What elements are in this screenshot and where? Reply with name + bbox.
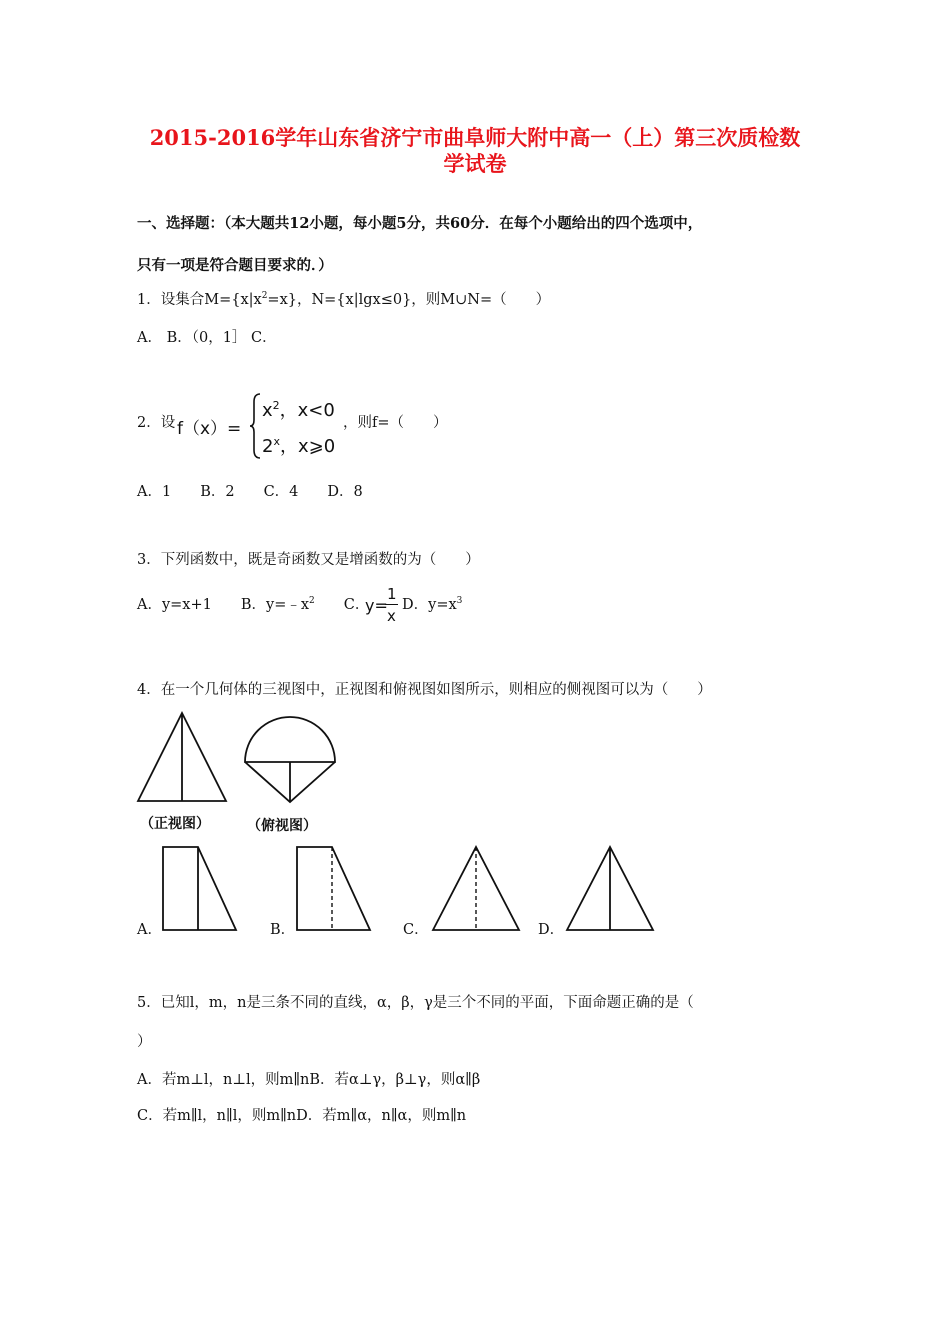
option-c-figure	[430, 844, 522, 932]
top-view-caption: （俯视图）	[247, 818, 317, 834]
q2-case1-base: x	[262, 400, 273, 421]
question-1-stem	[137, 288, 550, 309]
q2-case1-sup: 2	[272, 399, 280, 412]
q2-case2-cond: ，x⩾0	[279, 436, 336, 457]
q3-options-ab	[137, 593, 369, 614]
q4-option-a-label: A．	[137, 922, 162, 938]
question-5-stem-line2: ）	[137, 1034, 152, 1050]
paper-title-line2: 学试卷	[443, 151, 507, 176]
q3-option-d	[402, 593, 462, 614]
question-3-stem: 3．下列函数中，既是奇函数又是增函数的为（ ）	[137, 552, 480, 568]
q2-case2-sup: x	[273, 435, 280, 448]
q2-stem-suffix: ，则f=（ ）	[343, 415, 448, 431]
q1-stem-a: 1．设集合M={x|x	[137, 292, 262, 308]
q3-opt-d-sup: 3	[456, 596, 463, 607]
q2-function-label: f（x）=	[177, 419, 242, 439]
top-view-figure	[241, 710, 339, 806]
q2-case2-base: 2	[262, 436, 274, 457]
q1-stem-sup: 2	[261, 291, 268, 302]
option-d-figure	[564, 844, 656, 932]
q3-opt-a: A．y=x+1 B．y=﹣x	[137, 597, 310, 613]
question-5-options-cd: C．若m∥l，n∥l，则m∥nD．若m∥α，n∥α，则m∥n	[137, 1108, 467, 1124]
q3-fraction-numerator: 1	[387, 585, 397, 603]
q3-opt-d: D．y=x	[402, 597, 457, 613]
q4-option-c-label: C．	[403, 922, 429, 938]
question-2-options: A．1 B．2 C．4 D．8	[137, 484, 363, 500]
q3-fraction-lhs: y=	[365, 596, 388, 615]
option-b-figure	[294, 844, 374, 932]
front-view-figure	[134, 708, 230, 804]
q4-option-b-label: B．	[270, 922, 296, 938]
q2-case-2	[262, 432, 335, 458]
question-5-options-ab: A．若m⊥l，n⊥l，则m∥nB．若α⊥γ，β⊥γ，则α∥β	[137, 1072, 481, 1088]
question-4-stem: 4．在一个几何体的三视图中，正视图和俯视图如图所示，则相应的侧视图可以为（ ）	[137, 682, 712, 698]
paper-title-line1: 2015-2016学年山东省济宁市曲阜师大附中高一（上）第三次质检数	[149, 125, 801, 150]
front-view-caption: （正视图）	[140, 816, 210, 832]
q2-case-1	[262, 396, 335, 422]
left-brace-icon	[249, 392, 263, 460]
question-5-stem-line1: 5．已知l，m，n是三条不同的直线，α，β，γ是三个不同的平面，下面命题正确的是（	[137, 995, 694, 1011]
q2-case1-cond: ，x<0	[279, 400, 335, 421]
question-1-options: A． B．（0，1］ C．	[137, 330, 277, 346]
q3-opt-a-sup: 2	[309, 596, 315, 607]
q3-opt-c: C．	[314, 597, 370, 613]
q3-fraction-denominator: x	[387, 607, 396, 625]
section-heading-line2: 只有一项是符合题目要求的．）	[137, 257, 333, 274]
option-a-figure	[160, 844, 240, 932]
q1-stem-b: =x}，N={x|lgx≤0}，则M∪N=（ ）	[267, 292, 551, 308]
fraction-bar	[385, 604, 398, 605]
q4-option-d-label: D．	[538, 922, 565, 938]
q2-stem-prefix: 2．设	[137, 415, 176, 431]
section-heading-line1: 一、选择题：（本大题共12小题，每小题5分，共60分．在每个小题给出的四个选项中，	[137, 215, 703, 232]
